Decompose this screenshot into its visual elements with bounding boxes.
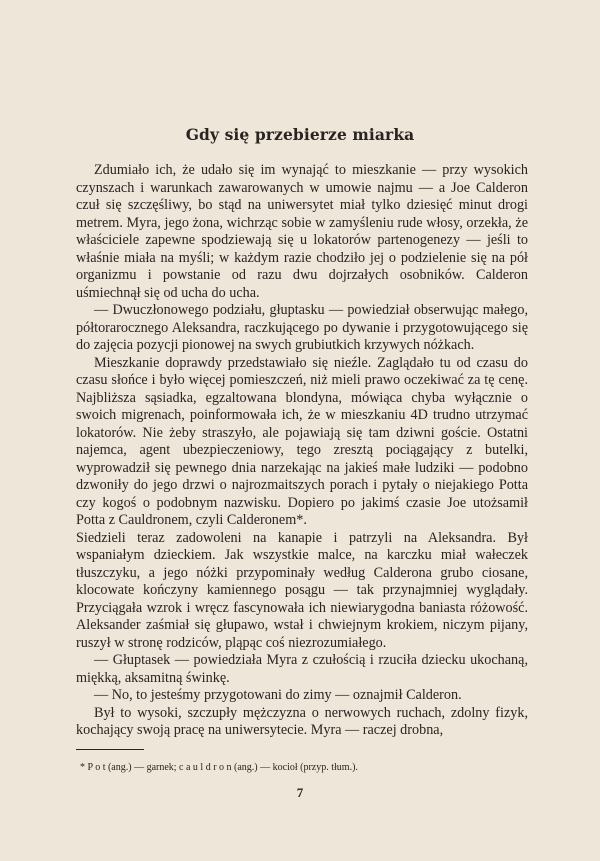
paragraph: Mieszkanie doprawdy przedstawiało się nieźle. Zaglądało tu od czasu do czasu słońce i było więcej pomieszczeń, niż mieli prawo oczekiwać za tę cenę. Najbliższa sąsiadka, egzaltowana blondyna, mówiąca chyba wyłącznie o swoich migrenach, poinformowała ich, że w mieszkaniu 4D trudno utrzymać lokatorów. Nie żeby straszyło, ale pojawiają się tam dziwni goście. Ostatni najemca, agent ubezpieczeniowy, tego zresztą pociągający z butelki, wyprowadził się pewnego dnia narzekając na jakieś małe ludziki — podobno dzwoniły do jego drzwi o najrozmaitszych porach i pytały o niejakiego Potta czy kogoś o podobnym nazwisku. Dopiero po jakimś czasie Joe utożsamił Potta z Cauldronem, czyli Calderonem*. bbox=[76, 354, 528, 528]
chapter-title: Gdy się przebierze miarka bbox=[185, 125, 415, 144]
body-text bbox=[76, 162, 528, 740]
footnote: * P o t (ang.) — garnek; c a u l d r o n (ang.) — kocioł (przyp. tłum.). bbox=[80, 762, 358, 773]
paragraph: Siedzieli teraz zadowoleni na kanapie i patrzyli na Aleksandra. Był wspaniałym dzieckiem. Jak wszystkie malce, na karczku miał wałeczek tłuszczyku, a jego nóżki przypominały według Calderona grubo ciosane, klocowate kończyny kamiennego posągu — tak przynajmniej wyglądały. Przyciągała wzrok i wręcz fascynowała ich niewiarygodna baniasta różowość. Aleksander zaśmiał się głupawo, wstał i chwiejnym krokiem, niczym pijany, ruszył w stronę rodziców, pląpąc coś niezrozumiałego. bbox=[76, 529, 528, 651]
page-number: 7 bbox=[296, 785, 304, 800]
footnote-divider bbox=[76, 749, 144, 750]
paragraph: — Głuptasek — powiedziała Myra z czułością i rzuciła dziecku ukochaną, miękką, aksamitną świnkę. bbox=[76, 652, 528, 686]
paragraph: Był to wysoki, szczupły mężczyzna o nerwowych ruchach, zdolny fizyk, kochający swoją pracę na uniwersytecie. Myra — raczej drobna, bbox=[76, 704, 528, 738]
paragraph: Zdumiało ich, że udało się im wynająć to mieszkanie — przy wysokich czynszach i warunkach zawarowanych w umowie najmu — a Joe Calderon czuł się szczęśliwy, bo stąd na uniwersytet miał tylko dziesięć minut drogi metrem. Myra, jego żona, wichrząc sobie w zamyśleniu rude włosy, orzekła, że właściciele zapewne spodziewają się u lokatorów partenogenezy — jeśli to właśnie miała na myśli; w każdym razie chodziło jej o podzielenie się na pół organizmu i powstanie od razu dwu dojrzałych osobników. Calderon uśmiechnął się od ucha do ucha. bbox=[76, 162, 528, 301]
paragraph: — Dwuczłonowego podziału, głuptasku — powiedział obserwując małego, półtorarocznego Aleksandra, raczkującego po dywanie i przygotowującego się do zajęcia pozycji pionowej na swych grubiutkich krzywych nóżkach. bbox=[76, 302, 528, 353]
paragraph: — No, to jesteśmy przygotowani do zimy — oznajmił Calderon. bbox=[94, 687, 462, 703]
